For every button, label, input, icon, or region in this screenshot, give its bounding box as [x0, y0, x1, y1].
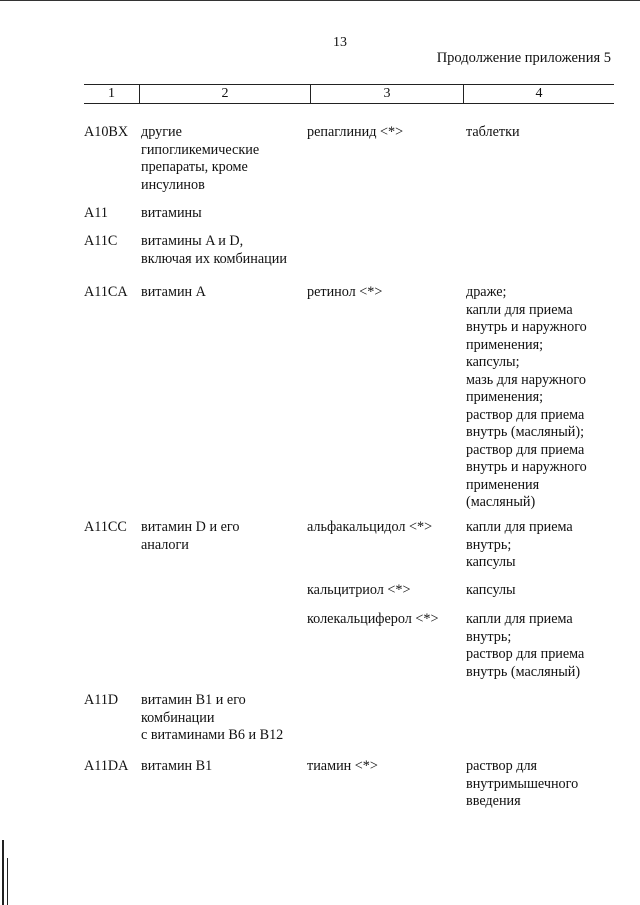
dosage-form-line: внутримышечного [466, 775, 579, 792]
dosage-form-line: применения [466, 476, 540, 493]
group-name-line: с витаминами B6 и B12 [141, 727, 284, 743]
dosage-form-line: внутрь (масляный); [466, 424, 585, 440]
atc-code: A11DA [84, 758, 129, 774]
dosage-form-line: применения; [466, 389, 544, 405]
group-name-line: витамин D и его [141, 519, 240, 535]
dosage-form-line: внутрь (масляный) [466, 663, 581, 680]
binding-mark [7, 858, 8, 905]
dosage-form-line: внутрь и наружного [466, 319, 587, 335]
page-top-edge [0, 0, 640, 1]
group-name-line: инсулинов [141, 176, 205, 193]
binding-mark [2, 840, 4, 905]
dosage-form-line: (масляный) [466, 494, 536, 510]
group-name-line: аналоги [141, 536, 189, 553]
dosage-form-line: раствор для приема [466, 441, 585, 458]
dosage-form-line: капли для приема [466, 301, 573, 318]
group-name-line: витамин B1 [141, 758, 213, 774]
atc-code: A11C [84, 233, 118, 249]
dosage-form-line: капсулы [466, 554, 516, 570]
dosage-form-line: капсулы [466, 582, 516, 598]
dosage-form-line: внутрь; [466, 628, 512, 645]
atc-code: A11D [84, 692, 119, 708]
dosage-form-line: таблетки [466, 124, 520, 140]
header-col-3: 3 [383, 86, 391, 101]
dosage-form-line: раствор для приема [466, 406, 585, 423]
drug-name: колекальциферол <*> [307, 611, 439, 627]
header-col-4: 4 [535, 86, 543, 101]
continuation-label: Продолжение приложения 5 [436, 50, 611, 66]
atc-code: A11CC [84, 519, 127, 535]
dosage-form-line: капсулы; [466, 354, 520, 370]
dosage-form-line: раствор для [466, 758, 538, 774]
header-col-1: 1 [108, 86, 115, 101]
page-number: 13 [333, 35, 347, 50]
dosage-form-line: капли для приема [466, 519, 573, 535]
dosage-form-line: раствор для приема [466, 646, 585, 662]
drug-name: кальцитриол <*> [307, 582, 411, 598]
atc-code: A10BX [84, 124, 129, 140]
dosage-form-line: мазь для наружного [466, 371, 586, 388]
dosage-form-line: капли для приема [466, 611, 573, 627]
drug-name: ретинол <*> [307, 284, 383, 300]
atc-code: A11CA [84, 284, 128, 300]
group-name-line: витамин A [141, 284, 206, 300]
group-name-line: препараты, кроме [141, 159, 248, 175]
group-name-line: витамины A и D, [141, 233, 244, 249]
group-name-line: включая их комбинации [141, 250, 287, 267]
group-name-line: витамин B1 и его [141, 692, 246, 708]
dosage-form-line: драже; [466, 284, 507, 300]
group-name-line: гипогликемические [141, 141, 260, 158]
atc-code: A11 [84, 205, 108, 221]
drug-name: репаглинид <*> [307, 124, 404, 140]
group-name-line: комбинации [141, 709, 215, 726]
dosage-form-line: внутрь и наружного [466, 459, 587, 475]
group-name-line: другие [141, 124, 182, 140]
drug-name: тиамин <*> [307, 758, 378, 774]
dosage-form-line: введения [466, 793, 521, 809]
header-col-2: 2 [221, 86, 229, 101]
drug-name: альфакальцидол <*> [307, 519, 433, 535]
table-header [84, 84, 614, 104]
dosage-form-line: внутрь; [466, 536, 512, 553]
group-name-line: витамины [141, 205, 202, 221]
dosage-form-line: применения; [466, 336, 544, 353]
